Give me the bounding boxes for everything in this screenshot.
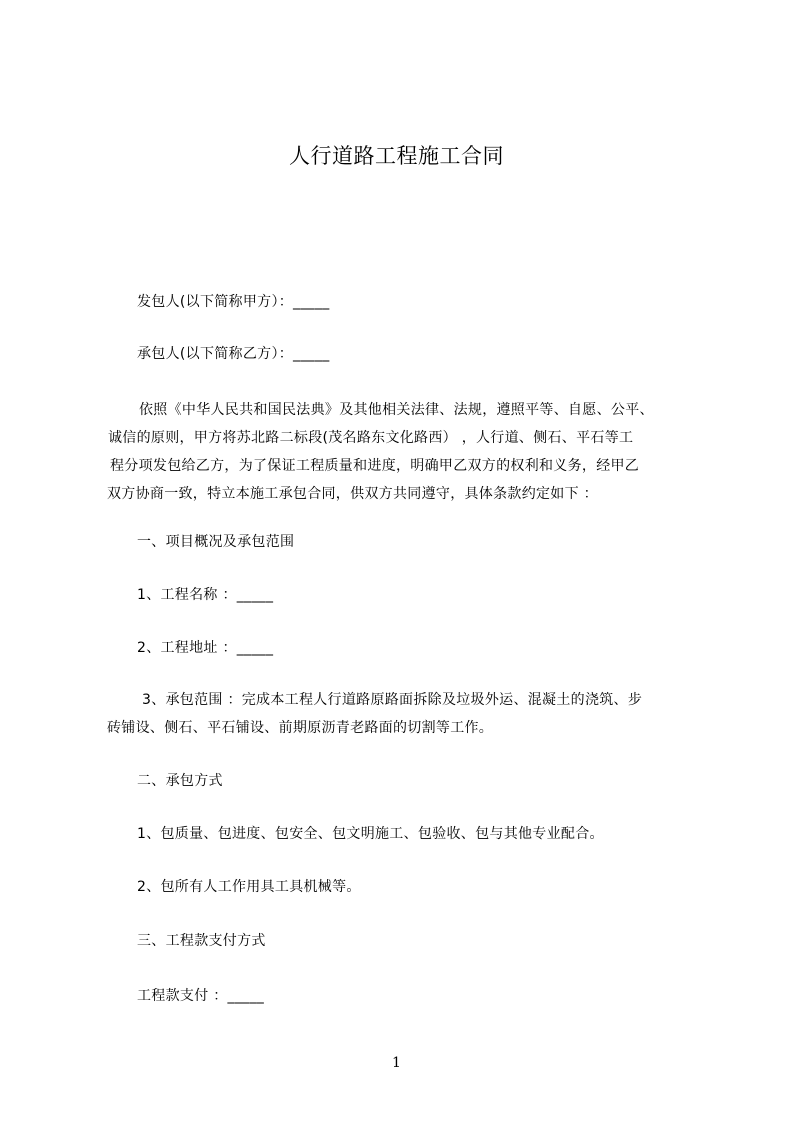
party-b-line: 承包人(以下简称乙方）：_____ bbox=[137, 346, 330, 362]
preamble-line: 双方协商一致，特立本施工承包合同，供双方共同遵守，具体条款约定如下 ： bbox=[107, 486, 598, 502]
project-name-line: 1、工程名称 ：_____ bbox=[137, 587, 274, 603]
party-a-line: 发包人(以下简称甲方）：_____ bbox=[137, 294, 330, 310]
project-address-line: 2、工程地址 ：_____ bbox=[137, 640, 274, 656]
preamble-paragraph bbox=[107, 396, 687, 508]
preamble-line: 诚信的原则，甲方将苏北路二标段(茂名路东文化路西） ，人行道、侧石、平石等工 bbox=[108, 430, 634, 446]
section-3-heading: 三、工程款支付方式 bbox=[137, 933, 266, 949]
preamble-line: 程分项发包给乙方，为了保证工程质量和进度，明确甲乙双方的权利和义务，经甲乙 bbox=[110, 458, 640, 474]
scope-paragraph bbox=[107, 686, 687, 742]
section-1-heading: 一、项目概况及承包范围 bbox=[137, 534, 295, 550]
scope-line: 砖铺设、侧石、平石铺设、前期原沥青老路面的切割等工作。 bbox=[107, 720, 494, 736]
page-number: 1 bbox=[392, 1055, 401, 1071]
preamble-line: 依照《中华人民共和国民法典》及其他相关法律、法规，遵照平等、自愿、公平、 bbox=[139, 402, 654, 418]
contract-mode-item-2: 2、包所有人工作用具工具机械等。 bbox=[137, 879, 361, 895]
section-2-heading: 二、承包方式 bbox=[137, 773, 223, 789]
payment-line: 工程款支付 ：_____ bbox=[137, 988, 265, 1004]
contract-title: 人行道路工程施工合同 bbox=[289, 144, 504, 168]
scope-line: 3、承包范围 ：完成本工程人行道路原路面拆除及垃圾外运、混凝土的浇筑、步 bbox=[142, 692, 643, 708]
contract-mode-item-1: 1、包质量、包进度、包安全、包文明施工、包验收、包与其他专业配合。 bbox=[137, 826, 604, 842]
